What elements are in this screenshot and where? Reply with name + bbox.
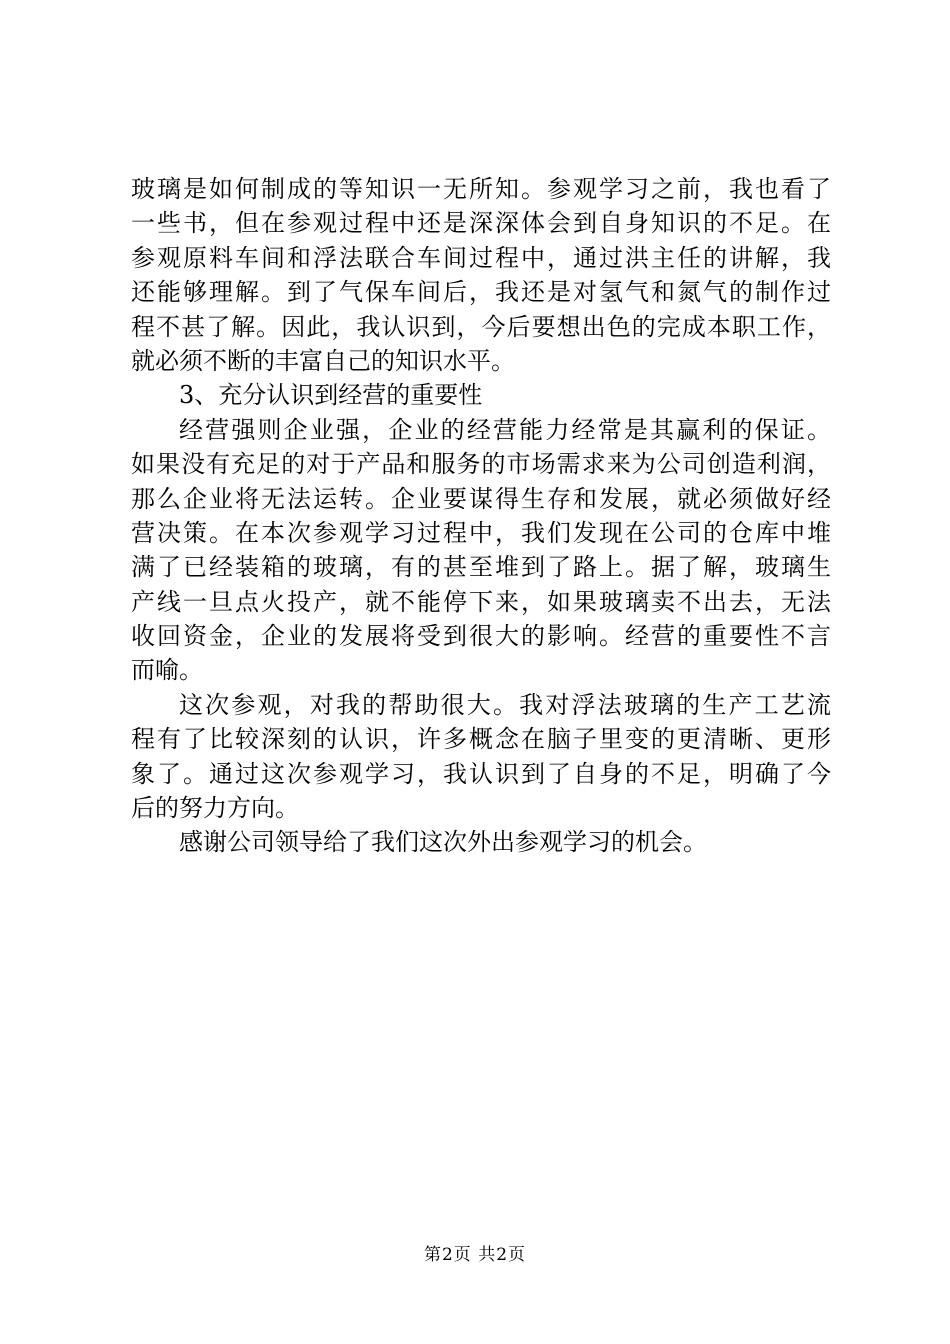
paragraph-line: 还能够理解。到了气保车间后，我还是对氢气和氮气的制作过 <box>131 278 831 307</box>
paragraph-line: 产线一旦点火投产，就不能停下来，如果玻璃卖不出去，无法 <box>131 587 831 616</box>
paragraph-line: 而喻。 <box>131 656 203 685</box>
paragraph-line: 满了已经装箱的玻璃，有的甚至堆到了路上。据了解，玻璃生 <box>131 553 831 582</box>
paragraph-line: 营决策。在本次参观学习过程中，我们发现在公司的仓库中堆 <box>131 518 831 547</box>
paragraph-line: 那么企业将无法运转。企业要谋得生存和发展，就必须做好经 <box>131 484 831 513</box>
paragraph-line: 象了。通过这次参观学习，我认识到了自身的不足，明确了今 <box>131 759 831 788</box>
paragraph-line: 参观原料车间和浮法联合车间过程中，通过洪主任的讲解，我 <box>131 243 831 272</box>
paragraph-line: 程有了比较深刻的认识，许多概念在脑子里变的更清晰、更形 <box>131 725 831 754</box>
paragraph-line: 一些书，但在参观过程中还是深深体会到自身知识的不足。在 <box>131 209 831 238</box>
paragraph-line: 如果没有充足的对于产品和服务的市场需求来为公司创造利润， <box>131 450 831 479</box>
section-heading: 3、充分认识到经营的重要性 <box>179 381 483 410</box>
paragraph-line: 感谢公司领导给了我们这次外出参观学习的机会。 <box>179 828 707 857</box>
page-number-footer: 第2页 共2页 <box>423 1245 527 1265</box>
paragraph-line: 后的努力方向。 <box>131 794 299 823</box>
document-body <box>131 172 831 860</box>
paragraph-line: 收回资金，企业的发展将受到很大的影响。经营的重要性不言 <box>131 622 831 651</box>
paragraph-line: 程不甚了解。因此，我认识到，今后要想出色的完成本职工作， <box>131 312 831 341</box>
paragraph-line: 玻璃是如何制成的等知识一无所知。参观学习之前，我也看了 <box>131 175 831 203</box>
paragraph-line: 就必须不断的丰富自己的知识水平。 <box>131 346 515 375</box>
paragraph-line: 这次参观，对我的帮助很大。我对浮法玻璃的生产工艺流 <box>179 690 831 719</box>
paragraph-line: 经营强则企业强，企业的经营能力经常是其赢利的保证。 <box>179 415 831 444</box>
